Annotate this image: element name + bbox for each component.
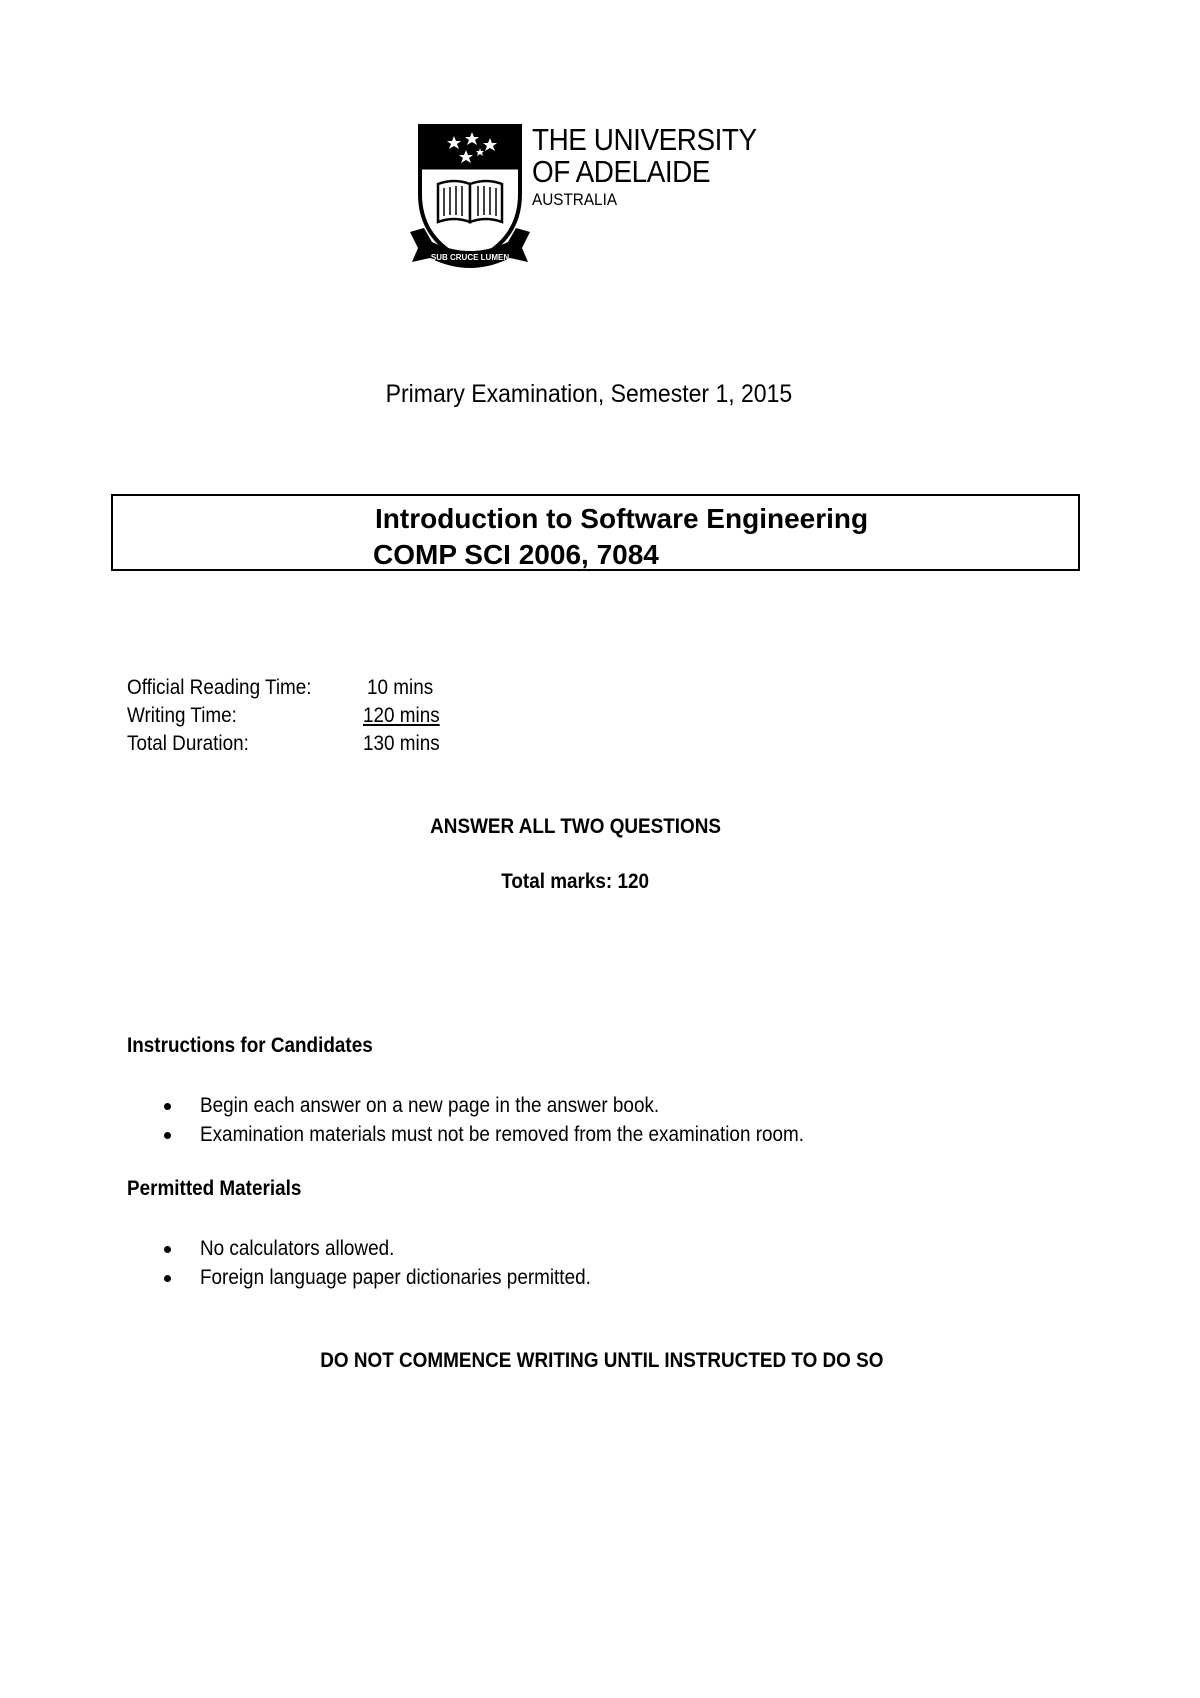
- svg-text:SUB CRUCE LUMEN: SUB CRUCE LUMEN: [430, 253, 510, 262]
- footer-warning-text: DO NOT COMMENCE WRITING UNTIL INSTRUCTED TO DO SO: [319, 1349, 884, 1372]
- timing-table: [127, 674, 547, 758]
- timing-label: Official Reading Time:: [127, 676, 312, 699]
- course-code: COMP SCI 2006, 7084: [373, 539, 659, 570]
- timing-value: 130 mins: [363, 732, 440, 755]
- wordmark-line-2: OF ADELAIDE: [532, 154, 711, 189]
- list-item-text: Examination materials must not be removed from the examination room.: [200, 1123, 805, 1146]
- instructions-list: [160, 1091, 1060, 1149]
- list-item-text: No calculators allowed.: [200, 1237, 395, 1260]
- course-title: Introduction to Software Engineering: [375, 503, 869, 534]
- list-item: [160, 1263, 1060, 1292]
- bullet-icon: [164, 1246, 171, 1253]
- permitted-materials-heading: Permitted Materials: [127, 1177, 302, 1200]
- total-marks: [0, 870, 1151, 894]
- list-item: [160, 1091, 1060, 1120]
- total-marks-text: Total marks: 120: [501, 870, 650, 893]
- timing-row-total: [127, 730, 547, 758]
- timing-row-writing: [127, 702, 547, 730]
- bullet-icon: [164, 1132, 171, 1139]
- instructions-heading: Instructions for Candidates: [127, 1034, 373, 1057]
- wordmark-line-3: AUSTRALIA: [532, 190, 618, 209]
- bullet-icon: [164, 1275, 171, 1282]
- list-item: [160, 1234, 1060, 1263]
- timing-value: 10 mins: [367, 676, 434, 699]
- timing-label: Writing Time:: [127, 704, 237, 727]
- list-item-text: Foreign language paper dictionaries permitted.: [200, 1266, 591, 1289]
- timing-label: Total Duration:: [127, 732, 249, 755]
- course-box: [111, 494, 1080, 571]
- answer-instruction-text: ANSWER ALL TWO QUESTIONS: [430, 815, 721, 838]
- exam-session-title: [0, 380, 1178, 409]
- bullet-icon: [164, 1103, 171, 1110]
- wordmark-line-1: THE UNIVERSITY: [532, 122, 757, 157]
- university-crest-icon: [410, 124, 540, 274]
- answer-instruction: [0, 815, 1151, 839]
- footer-warning: [0, 1349, 1200, 1373]
- list-item: [160, 1120, 1060, 1149]
- list-item-text: Begin each answer on a new page in the answer book.: [200, 1094, 660, 1117]
- university-wordmark: [532, 124, 782, 208]
- university-logo: [410, 122, 757, 274]
- permitted-materials-list: [160, 1234, 1060, 1292]
- exam-session-text: Primary Examination, Semester 1, 2015: [385, 380, 793, 408]
- timing-row-reading: [127, 674, 547, 702]
- timing-value: 120 mins: [363, 704, 440, 727]
